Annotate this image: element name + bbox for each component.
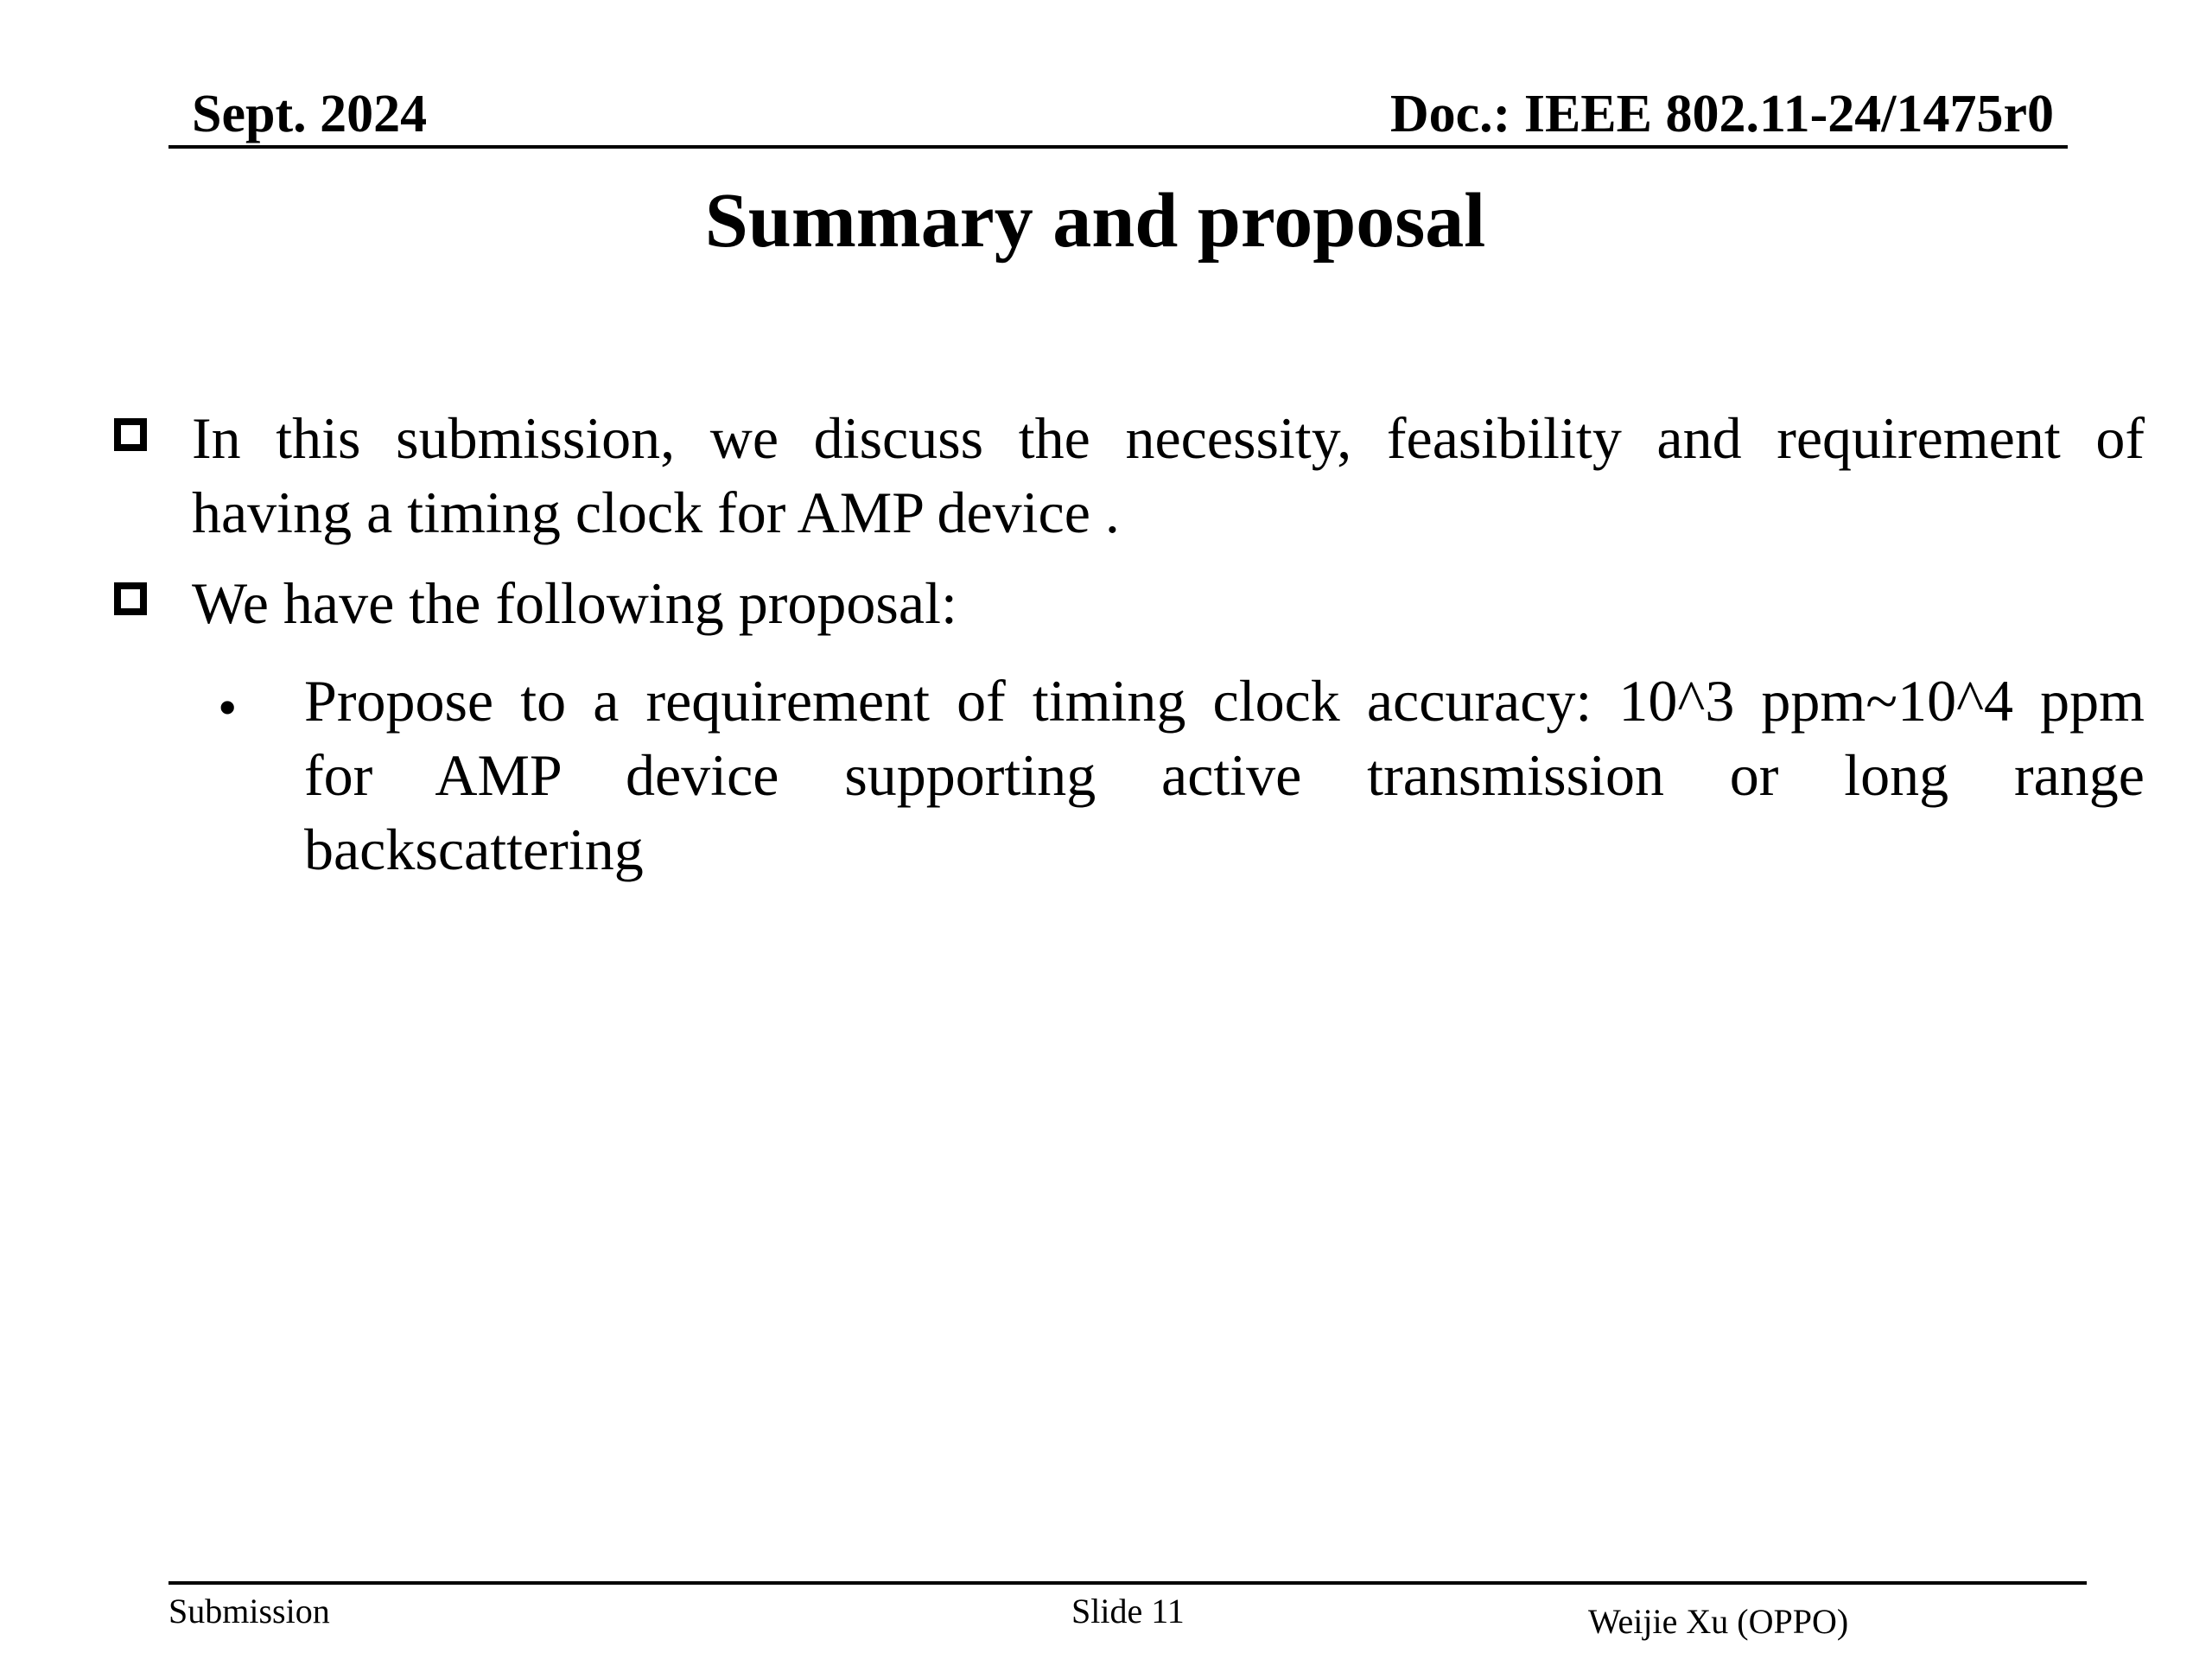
sub-bullet-text-line: for AMP device supporting active transmission or long range: [304, 742, 2145, 808]
bullet-text-line: In this submission, we discuss the necessity, feasibility and requirement of: [192, 405, 2145, 471]
footer-slide-number: Slide 11: [1071, 1592, 1185, 1630]
header-date: Sept. 2024: [192, 85, 428, 143]
hollow-square-bullet-icon: [114, 582, 147, 615]
slide-title: Summary and proposal: [704, 178, 1486, 264]
hollow-square-bullet-icon: [114, 418, 147, 451]
footer-author: Weijie Xu (OPPO): [1588, 1602, 1849, 1641]
sub-bullet-text-line: Propose to a requirement of timing clock accuracy: 10^3 ppm~10^4 ppm: [304, 668, 2145, 734]
footer-divider: [168, 1581, 2087, 1585]
bullet-text-line: having a timing clock for AMP device .: [192, 480, 1120, 545]
header-divider: [168, 145, 2068, 149]
footer-submission: Submission: [168, 1592, 330, 1630]
header-doc-id: Doc.: IEEE 802.11-24/1475r0: [1389, 85, 2054, 143]
bullet-dot-icon: •: [218, 677, 238, 738]
sub-bullet-text-line: backscattering: [304, 817, 644, 882]
bullet-text-line: We have the following proposal:: [192, 570, 957, 636]
